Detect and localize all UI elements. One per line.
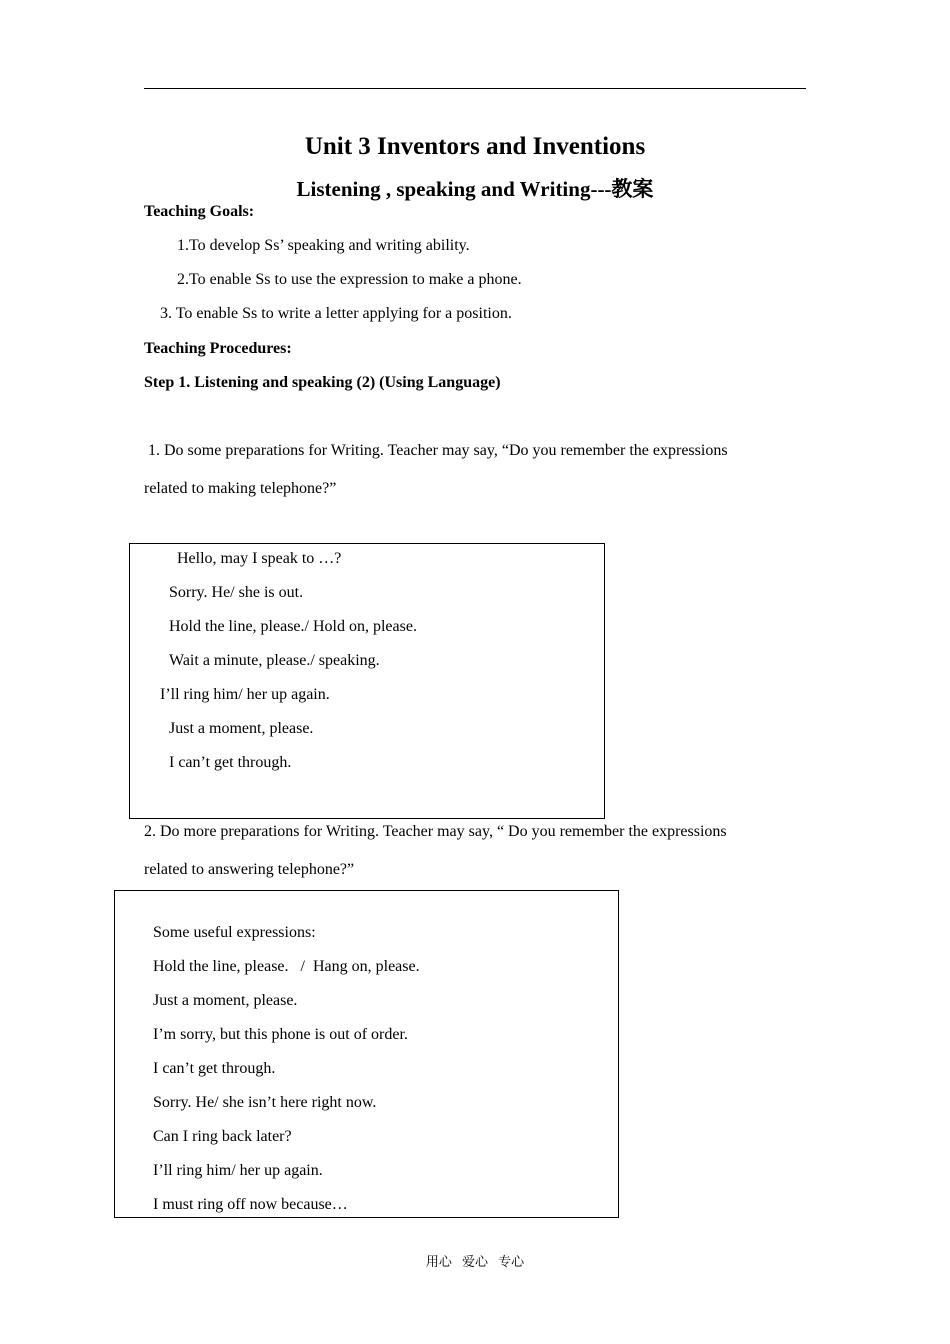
making-call-expressions-box [129, 543, 605, 819]
page-footer: 用心 爱心 专心 [425, 1255, 525, 1270]
header-rule [144, 88, 806, 89]
goal-item: 1.To develop Ss’ speaking and writing ability. [177, 237, 470, 254]
teaching-goals-heading: Teaching Goals: [144, 203, 255, 220]
expression-item: I’ll ring him/ her up again. [153, 1162, 323, 1179]
expression-item: Can I ring back later? [153, 1128, 292, 1145]
expression-item: Hold the line, please. / Hang on, please. [153, 958, 420, 975]
teaching-procedures-heading: Teaching Procedures: [144, 340, 292, 357]
expression-item: I’m sorry, but this phone is out of order. [153, 1026, 408, 1043]
expression-item: I must ring off now because… [153, 1196, 348, 1213]
expression-item: I’ll ring him/ her up again. [160, 686, 330, 703]
expression-item: Sorry. He/ she isn’t here right now. [153, 1094, 377, 1111]
goal-item: 2.To enable Ss to use the expression to make a phone. [177, 271, 522, 288]
document-subtitle: Listening , speaking and Writing---教案 [296, 177, 654, 201]
expression-item: Some useful expressions: [153, 924, 316, 941]
expression-item: Just a moment, please. [169, 720, 314, 737]
step1-heading: Step 1. Listening and speaking (2) (Using Language) [144, 374, 501, 391]
expression-item: Sorry. He/ she is out. [169, 584, 304, 601]
expression-item: Wait a minute, please./ speaking. [169, 652, 380, 669]
goal-item: 3. To enable Ss to write a letter applying for a position. [160, 305, 512, 322]
expression-item: Hold the line, please./ Hold on, please. [169, 618, 417, 635]
paragraph-2-line-2: related to answering telephone?” [144, 861, 355, 878]
paragraph-1-line-2: related to making telephone?” [144, 480, 337, 497]
document-title: Unit 3 Inventors and Inventions [304, 133, 646, 160]
expression-item: I can’t get through. [169, 754, 292, 771]
paragraph-1-line-1: 1. Do some preparations for Writing. Teacher may say, “Do you remember the expressions [144, 442, 728, 459]
expression-item: I can’t get through. [153, 1060, 276, 1077]
expression-item: Hello, may I speak to …? [177, 550, 342, 567]
paragraph-2-line-1: 2. Do more preparations for Writing. Teacher may say, “ Do you remember the expressions [144, 823, 727, 840]
answering-call-expressions-box [114, 890, 619, 1218]
expression-item: Just a moment, please. [153, 992, 298, 1009]
